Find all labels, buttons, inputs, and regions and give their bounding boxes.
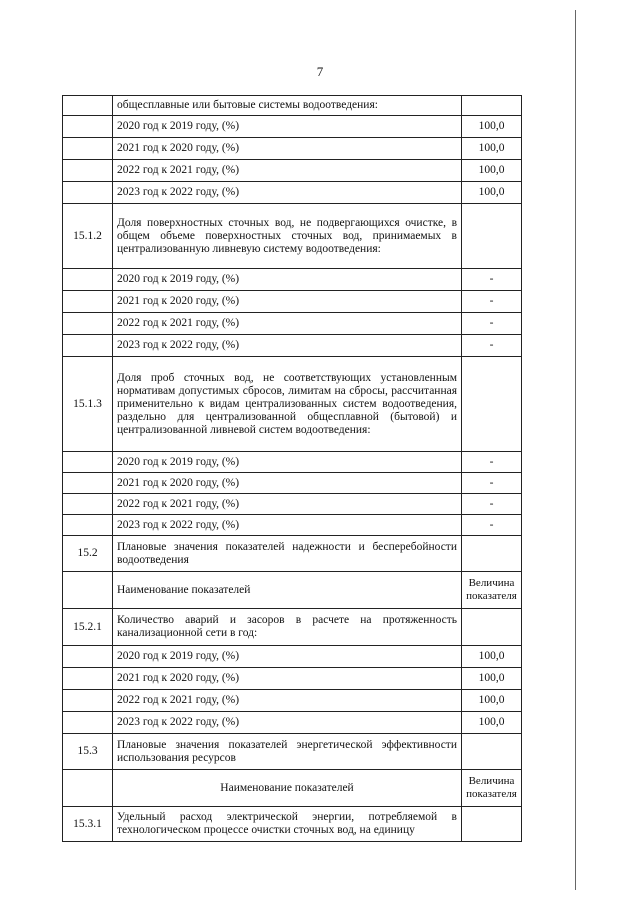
table-row (63, 96, 522, 116)
table-row (63, 734, 522, 770)
row-number: 15.1.2 (63, 204, 113, 269)
indicator-value (462, 807, 522, 842)
table-row (63, 646, 522, 668)
indicator-name: 2022 год к 2021 году, (%) (113, 690, 462, 712)
indicator-name: 2022 год к 2021 году, (%) (113, 313, 462, 335)
row-number (63, 313, 113, 335)
indicator-name: 2023 год к 2022 году, (%) (113, 335, 462, 357)
indicator-name: 2023 год к 2022 году, (%) (113, 515, 462, 536)
table-row (63, 269, 522, 291)
indicator-name: 2020 год к 2019 году, (%) (113, 452, 462, 473)
indicator-value: 100,0 (462, 712, 522, 734)
row-number (63, 160, 113, 182)
indicator-name: Доля проб сточных вод, не соответствующих установленным нормативам допустимых сбросов, лимитам на сбросы, рассчитанная применительно к видам централизованных систем водоотведения, раздельно для централизованной общесплавной (бытовой) и централизованной ливневой систем водоотведения: (113, 357, 462, 452)
row-number (63, 646, 113, 668)
indicator-value (462, 734, 522, 770)
indicator-value: - (462, 494, 522, 515)
indicator-name: 2022 год к 2021 году, (%) (113, 160, 462, 182)
indicator-value: 100,0 (462, 138, 522, 160)
indicator-value (462, 536, 522, 572)
row-number (63, 473, 113, 494)
section-title: Плановые значения показателей надежности и бесперебойности водоотведения (113, 536, 462, 572)
table-row (63, 313, 522, 335)
indicator-table (62, 95, 522, 842)
indicator-value (462, 96, 522, 116)
table-row (63, 690, 522, 712)
indicator-name: 2023 год к 2022 году, (%) (113, 712, 462, 734)
indicator-value: - (462, 452, 522, 473)
row-number (63, 138, 113, 160)
row-number (63, 690, 113, 712)
indicator-value (462, 204, 522, 269)
row-number: 15.1.3 (63, 357, 113, 452)
table-row (63, 473, 522, 494)
table-row (63, 160, 522, 182)
row-number (63, 515, 113, 536)
row-number (63, 335, 113, 357)
indicator-value: 100,0 (462, 646, 522, 668)
table-row (63, 452, 522, 473)
row-number (63, 668, 113, 690)
indicator-value: 100,0 (462, 182, 522, 204)
row-number (63, 291, 113, 313)
indicator-value: - (462, 269, 522, 291)
indicator-name: общесплавные или бытовые системы водоотведения: (113, 96, 462, 116)
row-number (63, 116, 113, 138)
row-number (63, 494, 113, 515)
indicator-name: Удельный расход электрической энергии, потребляемой в технологическом процессе очистки сточных вод, на единицу (113, 807, 462, 842)
page-number: 7 (316, 64, 324, 79)
table-header-row (63, 770, 522, 807)
row-number (63, 452, 113, 473)
indicator-name: 2023 год к 2022 году, (%) (113, 182, 462, 204)
section-number: 15.3 (63, 734, 113, 770)
indicator-name: 2022 год к 2021 году, (%) (113, 494, 462, 515)
table-row (63, 182, 522, 204)
table-row (63, 807, 522, 842)
table-row (63, 291, 522, 313)
indicator-name: 2021 год к 2020 году, (%) (113, 138, 462, 160)
table-row (63, 515, 522, 536)
row-number (63, 96, 113, 116)
indicator-value: - (462, 313, 522, 335)
indicator-name: 2021 год к 2020 году, (%) (113, 291, 462, 313)
indicator-value (462, 609, 522, 646)
column-header-value: Величина показателя (462, 770, 522, 807)
table-row (63, 357, 522, 452)
row-number (63, 712, 113, 734)
section-number: 15.2 (63, 536, 113, 572)
row-number: 15.2.1 (63, 609, 113, 646)
indicator-name: 2021 год к 2020 году, (%) (113, 668, 462, 690)
row-number (63, 182, 113, 204)
table-row (63, 138, 522, 160)
column-header-value: Величина показателя (462, 572, 522, 609)
indicator-value: - (462, 291, 522, 313)
table-row (63, 116, 522, 138)
indicator-name: 2021 год к 2020 году, (%) (113, 473, 462, 494)
indicator-name: Количество аварий и засоров в расчете на протяженность канализационной сети в год: (113, 609, 462, 646)
table-row (63, 668, 522, 690)
page-edge-line (575, 10, 576, 890)
indicator-value: 100,0 (462, 690, 522, 712)
column-header-name: Наименование показателей (113, 572, 462, 609)
row-number: 15.3.1 (63, 807, 113, 842)
indicator-name: 2020 год к 2019 году, (%) (113, 646, 462, 668)
table-header-row (63, 572, 522, 609)
row-number (63, 572, 113, 609)
table-row (63, 712, 522, 734)
indicator-value: - (462, 335, 522, 357)
table-row (63, 204, 522, 269)
row-number (63, 269, 113, 291)
indicator-name: 2020 год к 2019 году, (%) (113, 269, 462, 291)
indicator-value (462, 357, 522, 452)
indicator-name: 2020 год к 2019 году, (%) (113, 116, 462, 138)
column-header-name: Наименование показателей (113, 770, 462, 807)
row-number (63, 770, 113, 807)
indicator-value: 100,0 (462, 160, 522, 182)
table-row (63, 335, 522, 357)
indicator-value: 100,0 (462, 668, 522, 690)
indicator-value: - (462, 473, 522, 494)
table-row (63, 494, 522, 515)
section-title: Плановые значения показателей энергетической эффективности использования ресурсов (113, 734, 462, 770)
indicator-value: - (462, 515, 522, 536)
indicator-value: 100,0 (462, 116, 522, 138)
table-row (63, 536, 522, 572)
table-row (63, 609, 522, 646)
indicator-name: Доля поверхностных сточных вод, не подвергающихся очистке, в общем объеме поверхностных сточных вод, принимаемых в централизованную ливневую систему водоотведения: (113, 204, 462, 269)
